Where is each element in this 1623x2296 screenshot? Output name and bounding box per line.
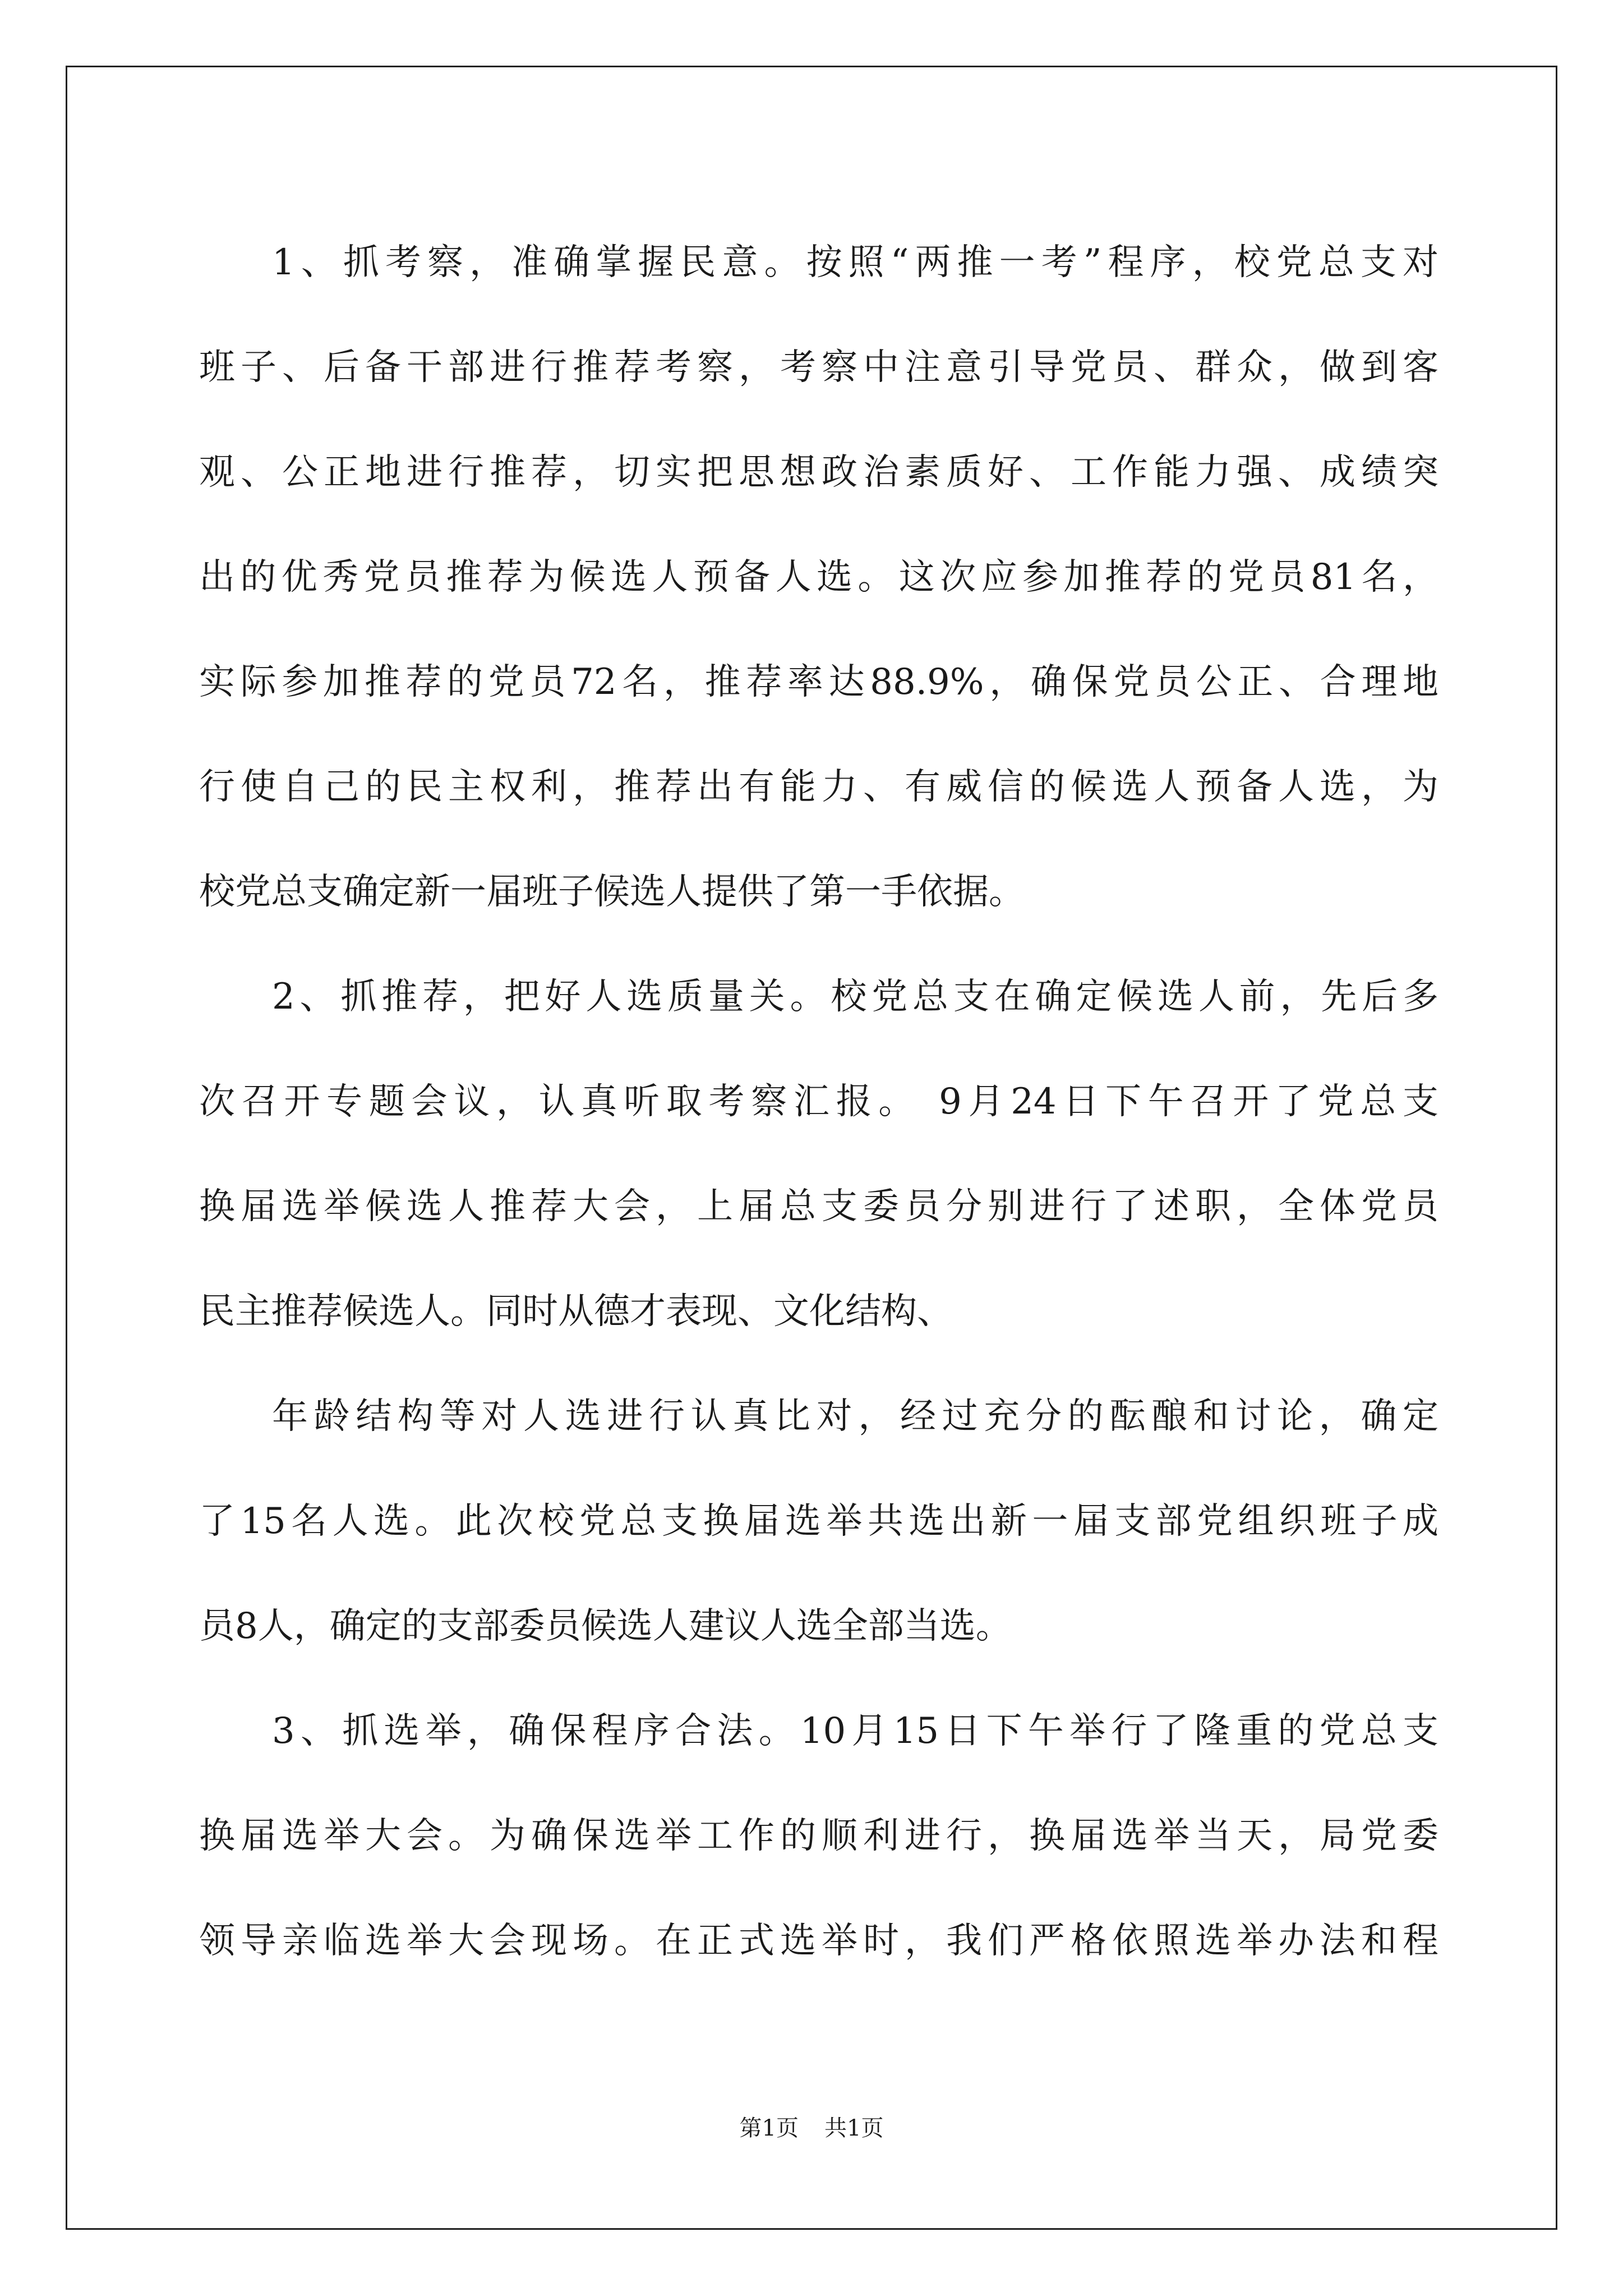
- paragraph-2-line-2: 次召开专题会议，认真听取考察汇报。 9月24日下午召开了党总支: [199, 1081, 1438, 1122]
- paragraph-1-line-7: 校党总支确定新一届班子候选人提供了第一手依据。: [199, 871, 1025, 913]
- paragraph-1-line-2: 班子、后备干部进行推荐考察，考察中注意引导党员、群众，做到客: [199, 347, 1438, 388]
- paragraph-1-line-5: 实际参加推荐的党员72名，推荐率达88.9%，确保党员公正、合理地: [199, 661, 1438, 703]
- paragraph-4-line-1: 3、抓选举，确保程序合法。10月15日下午举行了隆重的党总支: [272, 1710, 1438, 1752]
- page-footer: [0, 2111, 1623, 2145]
- paragraph-3-line-2: 了15名人选。此次校党总支换届选举共选出新一届支部党组织班子成: [199, 1501, 1438, 1542]
- paragraph-1-line-6: 行使自己的民主权利，推荐出有能力、有威信的候选人预备人选，为: [199, 766, 1438, 808]
- paragraph-2-line-4: 民主推荐候选人。同时从德才表现、文化结构、: [199, 1291, 953, 1332]
- paragraph-3-line-1: 年龄结构等对人选进行认真比对，经过充分的酝酿和讨论，确定: [272, 1396, 1438, 1437]
- paragraph-2-line-3: 换届选举候选人推荐大会，上届总支委员分别进行了述职，全体党员: [199, 1186, 1438, 1227]
- paragraph-1-line-4: 出的优秀党员推荐为候选人预备人选。这次应参加推荐的党员81名，: [199, 556, 1438, 598]
- paragraph-4-line-3: 领导亲临选举大会现场。在正式选举时，我们严格依照选举办法和程: [199, 1920, 1438, 1962]
- page-number-current: 第1页: [739, 2115, 799, 2141]
- paragraph-3-line-3: 员8人，确定的支部委员候选人建议人选全部当选。: [199, 1605, 1012, 1647]
- paragraph-4-line-2: 换届选举大会。为确保选举工作的顺利进行，换届选举当天，局党委: [199, 1815, 1438, 1857]
- paragraph-1-line-3: 观、公正地进行推荐，切实把思想政治素质好、工作能力强、成绩突: [199, 452, 1438, 493]
- paragraph-2-line-1: 2、抓推荐，把好人选质量关。校党总支在确定候选人前，先后多: [272, 976, 1438, 1018]
- paragraph-1-line-1: 1、抓考察，准确掌握民意。按照“两推一考”程序，校党总支对: [272, 242, 1438, 283]
- page-number-total: 共1页: [824, 2115, 884, 2141]
- document-body: [199, 210, 1438, 1994]
